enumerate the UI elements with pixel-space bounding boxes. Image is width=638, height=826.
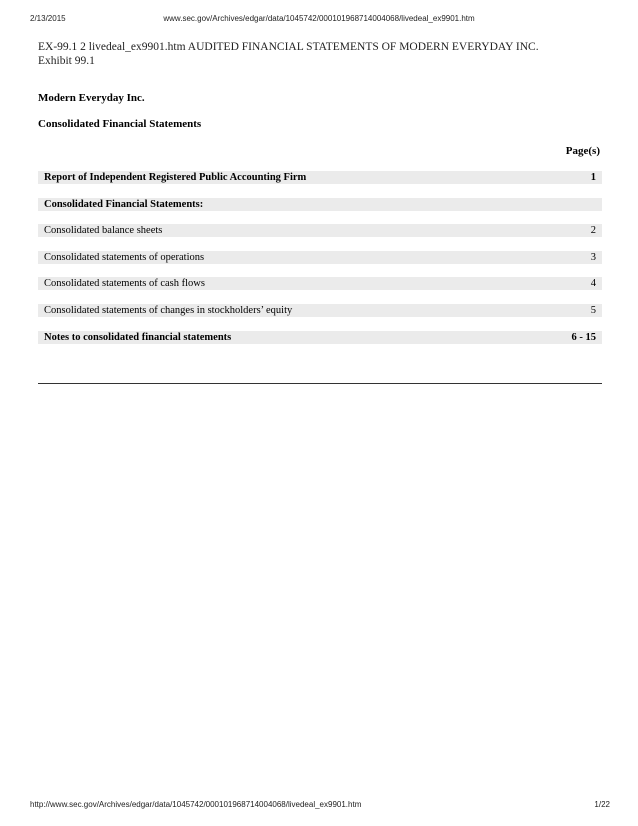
toc-label: Consolidated statements of changes in stockholders’ equity (44, 304, 293, 316)
toc-row (38, 171, 602, 184)
toc-page: 2 (590, 225, 596, 237)
print-url: www.sec.gov/Archives/edgar/data/1045742/000101968714004068/livedeal_ex9901.htm (163, 14, 475, 23)
company-name: Modern Everyday Inc. (38, 92, 145, 104)
toc-label: Consolidated Financial Statements: (44, 198, 204, 210)
toc-page: 1 (590, 172, 596, 183)
toc-row (38, 224, 602, 237)
horizontal-divider (38, 383, 602, 384)
toc-page: 4 (590, 278, 596, 290)
section-heading: Consolidated Financial Statements (38, 118, 202, 130)
footer-url: http://www.sec.gov/Archives/edgar/data/1045742/000101968714004068/livedeal_ex9901.htm (30, 800, 362, 809)
toc-page: 5 (590, 304, 596, 316)
pages-column-header: Page(s) (565, 145, 600, 157)
table-of-contents (38, 171, 602, 357)
document-title-line1: EX-99.1 2 livedeal_ex9901.htm AUDITED FINANCIAL STATEMENTS OF MODERN EVERYDAY INC. (38, 41, 539, 53)
document-title-line2: Exhibit 99.1 (38, 55, 95, 67)
toc-row (38, 198, 602, 211)
toc-label: Consolidated statements of cash flows (44, 278, 205, 290)
toc-label: Report of Independent Registered Public Accounting Firm (44, 172, 307, 183)
page-counter: 1/22 (594, 800, 610, 809)
toc-page: 6 - 15 (571, 331, 596, 343)
toc-label: Notes to consolidated financial statements (44, 331, 232, 343)
toc-label: Consolidated balance sheets (44, 225, 163, 237)
document-title (38, 40, 598, 68)
toc-row (38, 304, 602, 317)
toc-label: Consolidated statements of operations (44, 251, 205, 263)
toc-row (38, 277, 602, 290)
toc-page: 3 (590, 251, 596, 263)
toc-row (38, 331, 602, 344)
print-date: 2/13/2015 (30, 14, 66, 23)
toc-row (38, 251, 602, 264)
